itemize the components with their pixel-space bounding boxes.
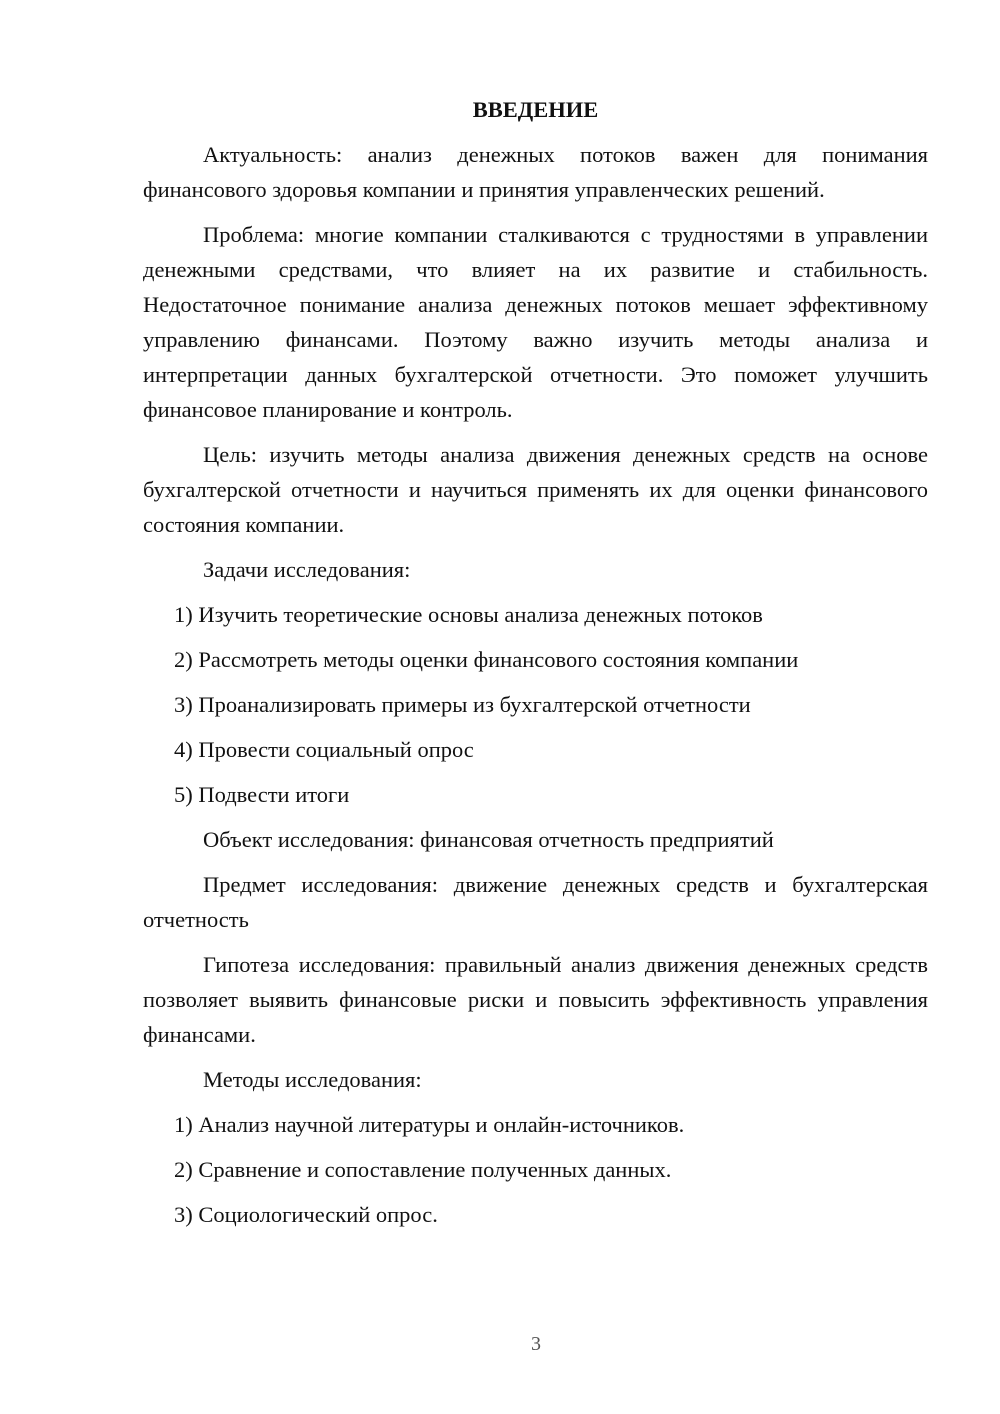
relevance-paragraph: Актуальность: анализ денежных потоков важен для понимания финансового здоровья компании и принятия управленческих решений.	[143, 142, 928, 202]
goal-paragraph: Цель: изучить методы анализа движения денежных средств на основе бухгалтерской отчетности и научиться применять их для оценки финансового состояния компании.	[143, 442, 928, 537]
tasks-list	[143, 597, 928, 812]
list-item: 1) Анализ научной литературы и онлайн-источников.	[174, 1112, 685, 1137]
problem-paragraph: Проблема: многие компании сталкиваются с трудностями в управлении денежными средствами, что влияет на их развитие и стабильность. Недостаточное понимание анализа денежных потоков мешает эффективному управлению финансами. Поэтому важно изучить методы анализа и интерпретации данных бухгалтерской отчетности. Это поможет улучшить финансовое планирование и контроль.	[143, 222, 928, 422]
tasks-title: Задачи исследования:	[203, 557, 411, 582]
page-title: ВВЕДЕНИЕ	[472, 97, 599, 122]
document-page	[143, 92, 928, 1242]
object-paragraph: Объект исследования: финансовая отчетность предприятий	[203, 827, 774, 852]
list-item: 3) Социологический опрос.	[174, 1202, 438, 1227]
list-item: 2) Сравнение и сопоставление полученных данных.	[174, 1157, 672, 1182]
list-item: 5) Подвести итоги	[174, 782, 350, 807]
page-number: 3	[531, 1333, 541, 1355]
subject-paragraph: Предмет исследования: движение денежных средств и бухгалтерская отчетность	[143, 872, 928, 932]
hypothesis-paragraph: Гипотеза исследования: правильный анализ движения денежных средств позволяет выявить финансовые риски и повысить эффективность управления финансами.	[143, 952, 928, 1047]
list-item: 2) Рассмотреть методы оценки финансового состояния компании	[174, 647, 799, 672]
methods-list	[143, 1107, 928, 1232]
methods-title: Методы исследования:	[203, 1067, 422, 1092]
list-item: 4) Провести социальный опрос	[174, 737, 474, 762]
list-item: 1) Изучить теоретические основы анализа денежных потоков	[174, 602, 763, 627]
list-item: 3) Проанализировать примеры из бухгалтерской отчетности	[174, 692, 751, 717]
